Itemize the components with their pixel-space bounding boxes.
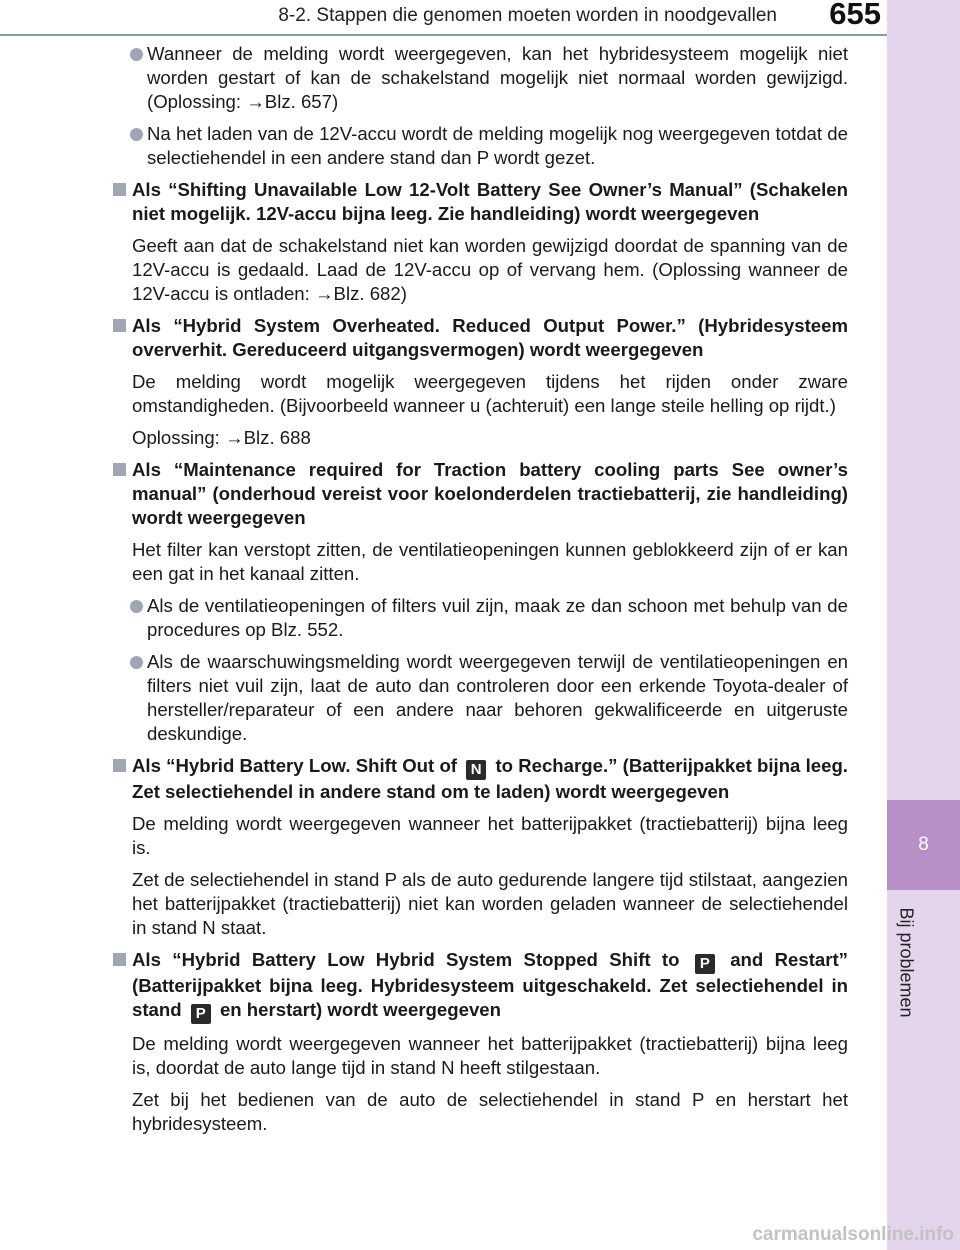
bullet-dot-icon	[130, 656, 143, 669]
paragraph: De melding wordt mogelijk weergegeven tijdens het rijden onder zware omstandigheden. (Bijvoorbeeld wanneer u (achteruit) een lange steile helling op rijdt.)	[132, 371, 848, 416]
bullet-item: Wanneer de melding wordt weergegeven, kan het hybridesysteem mogelijk niet worden gestart of kan de schakelstand mogelijk niet normaal worden gewijzigd. (Oplossing: →Blz. 657)	[112, 42, 848, 114]
section-heading: Als “Hybrid Battery Low. Shift Out of N to Recharge.” (Batterijpakket bijna leeg. Zet selectiehendel in andere stand om te laden) wordt weergegeven	[112, 754, 848, 804]
chapter-number-box	[887, 800, 960, 890]
chapter-side-tab	[887, 0, 960, 1250]
bullet-dot-icon	[130, 600, 143, 613]
section-heading: Als “Shifting Unavailable Low 12-Volt Battery See Owner’s Manual” (Schakelen niet mogelijk. 12V-accu bijna leeg. Zie handleiding) wordt weergegeven	[112, 178, 848, 226]
section-heading: Als “Hybrid Battery Low Hybrid System Stopped Shift to P and Restart” (Batterijpakket bijna leeg. Hybridesysteem uitgeschakeld. Zet selectiehendel in stand P en herstart) wordt weergegeven	[112, 948, 848, 1024]
heading-square-icon	[113, 953, 126, 966]
paragraph: De melding wordt weergegeven wanneer het batterijpakket (tractiebatterij) bijna leeg is.	[132, 813, 848, 858]
heading-square-icon	[113, 759, 126, 772]
shift-n-icon: N	[466, 760, 486, 780]
page-header	[0, 0, 887, 36]
chapter-title: Bij problemen	[896, 906, 917, 1018]
bullet-item: Als de ventilatieopeningen of filters vuil zijn, maak ze dan schoon met behulp van de procedures op Blz. 552.	[112, 594, 848, 642]
page-number: 655	[829, 0, 881, 31]
paragraph: Het filter kan verstopt zitten, de ventilatieopeningen kunnen geblokkeerd zijn of er kan een gat in het kanaal zitten.	[132, 539, 848, 584]
section-heading: Als “Hybrid System Overheated. Reduced Output Power.” (Hybridesysteem oververhit. Gereduceerd uitgangsvermogen) wordt weergegeven	[112, 314, 848, 362]
section-title: 8-2. Stappen die genomen moeten worden in noodgevallen	[278, 5, 777, 26]
bullet-dot-icon	[130, 48, 143, 61]
paragraph: Zet de selectiehendel in stand P als de auto gedurende langere tijd stilstaat, aangezien het batterijpakket (tractiebatterij) niet kan worden geladen wanneer de selectiehendel in stand N staat.	[132, 869, 848, 938]
paragraph: Geeft aan dat de schakelstand niet kan worden gewijzigd doordat de spanning van de 12V-accu is gedaald. Laad de 12V-accu op of vervang hem. (Oplossing wanneer de 12V-accu is ontladen: →Blz. 682)	[132, 235, 848, 304]
watermark: carmanualsonline.info	[752, 1224, 954, 1245]
bullet-dot-icon	[130, 128, 143, 141]
bullet-item: Na het laden van de 12V-accu wordt de melding mogelijk nog weergegeven totdat de selectiehendel in een andere stand dan P wordt gezet.	[112, 122, 848, 170]
shift-p-icon: P	[191, 1004, 211, 1024]
page-content	[112, 42, 848, 1144]
paragraph: Oplossing: →Blz. 688	[132, 427, 311, 448]
heading-square-icon	[113, 463, 126, 476]
bullet-item: Als de waarschuwingsmelding wordt weergegeven terwijl de ventilatieopeningen en filters niet vuil zijn, laat de auto dan controleren door een erkende Toyota-dealer of hersteller/reparateur of een andere naar behoren gekwalificeerde en uitgeruste deskundige.	[112, 650, 848, 746]
chapter-label	[888, 900, 924, 1024]
heading-square-icon	[113, 319, 126, 332]
paragraph: De melding wordt weergegeven wanneer het batterijpakket (tractiebatterij) bijna leeg is, doordat de auto lange tijd in stand N heeft stilgestaan.	[132, 1033, 848, 1078]
heading-square-icon	[113, 183, 126, 196]
paragraph: Zet bij het bedienen van de auto de selectiehendel in stand P en herstart het hybridesysteem.	[132, 1089, 848, 1134]
chapter-number: 8	[918, 834, 929, 855]
section-heading: Als “Maintenance required for Traction battery cooling parts See owner’s manual” (onderhoud vereist voor koelonderdelen tractiebatterij, zie handleiding) wordt weergegeven	[112, 458, 848, 530]
shift-p-icon: P	[695, 954, 715, 974]
